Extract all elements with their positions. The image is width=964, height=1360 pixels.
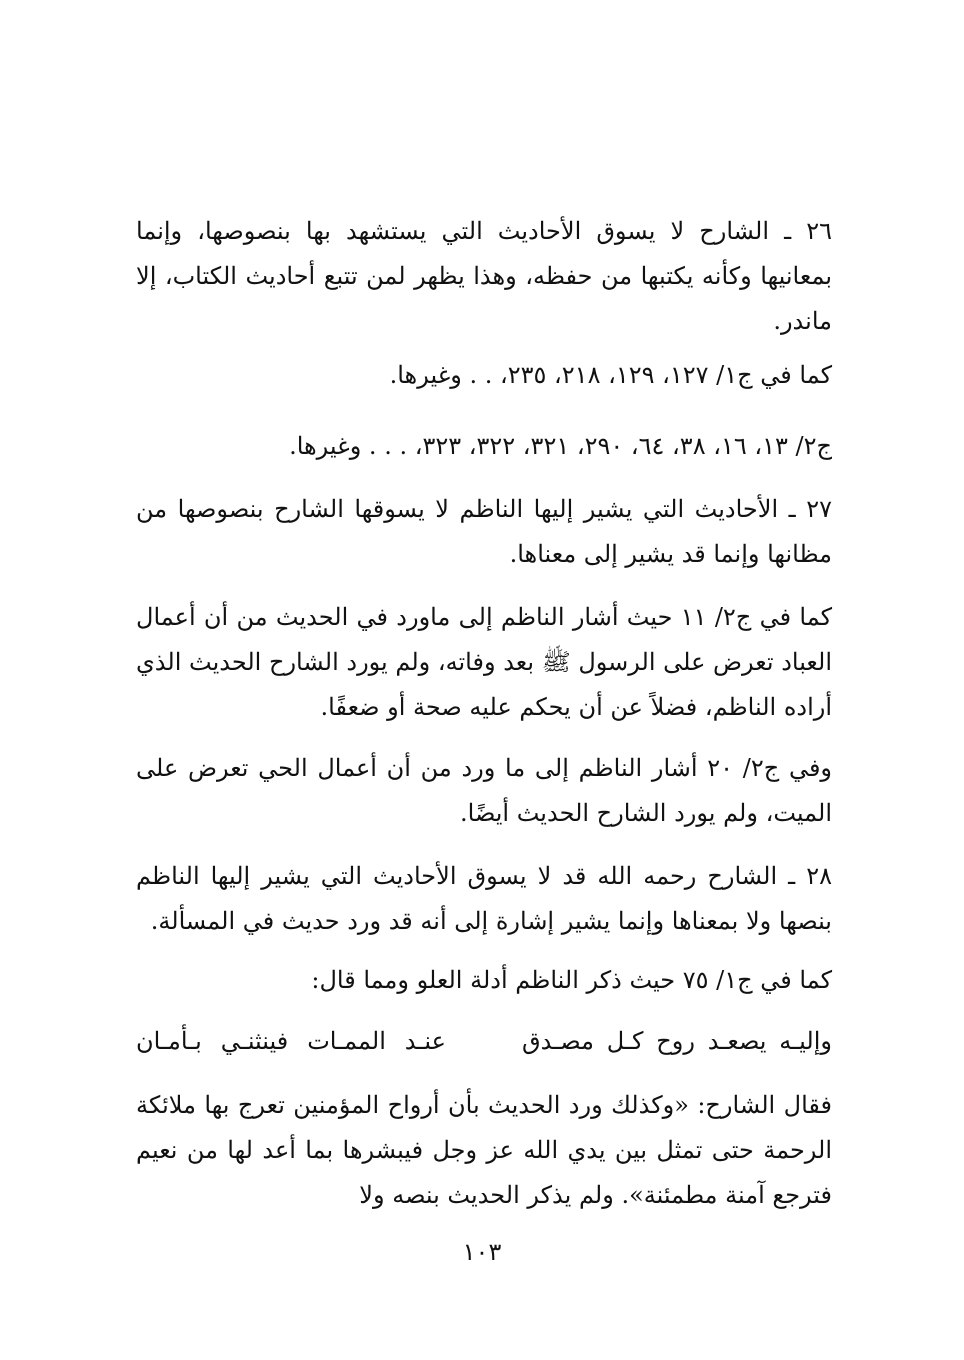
example-vol2-p20: وفي ج٢/ ٢٠ أشار الناظم إلى ما ورد من أن أعمال الحي تعرض على الميت، ولم يورد الشارح الحديث أيضًا. [136, 754, 833, 827]
paragraph-27: ٢٧ ـ الأحاديث التي يشير إليها الناظم لا يسوقها الشارح بنصوصها من مظانها وإنما قد يشير إلى معناها. [136, 495, 832, 568]
paragraph-26: ٢٦ ـ الشارح لا يسوق الأحاديث التي يستشهد بها بنصوصها، وإنما بمعانيها وكأنه يكتبها من حفظه، وهذا يظهر لمن تتبع أحاديث الكتاب، إلا ماندر. [136, 217, 832, 335]
verse-second-hemistich: عنـد الممـات فينثنـي بـأمـان [136, 1027, 446, 1055]
reference-line-vol2: ج٢/ ١٣، ١٦، ٣٨، ٦٤، ٢٩٠، ٣٢١، ٣٢٢، ٣٢٣، . . . وغيرها. [289, 432, 832, 460]
example-vol2-p11: كما في ج٢/ ١١ حيث أشار الناظم إلى ماورد في الحديث من أن أعمال العباد تعرض على الرسول ﷺ بعد وفاته، ولم يورد الشارح الحديث الذي أراده الناظم، فضلاً عن أن يحكم عليه صحة أو ضعفًا. [136, 603, 832, 721]
commentator-quote-paragraph: فقال الشارح: «وكذلك ورد الحديث بأن أرواح المؤمنين تعرج بها ملائكة الرحمة حتى تمثل بين يدي الله عز وجل فيبشرها بما أعد لها من نعيم فترجع آمنة مطمئنة». ولم يذكر الحديث بنصه ولا [136, 1091, 832, 1209]
verse-first-hemistich: وإليـه يصعـد روح كـل مصـدق [522, 1027, 832, 1055]
paragraph-28: ٢٨ ـ الشارح رحمه الله قد لا يسوق الأحاديث التي يشير إليها الناظم بنصها ولا بمعناها وإنما يشير إشارة إلى أنه قد ورد حديث في المسألة. [136, 862, 832, 935]
page-number: ١٠٣ [462, 1238, 502, 1266]
poem-verse [136, 1019, 832, 1064]
example-vol1-p75: كما في ج١/ ٧٥ حيث ذكر الناظم أدلة العلو ومما قال: [311, 966, 832, 994]
reference-line-vol1: كما في ج١/ ١٢٧، ١٢٩، ٢١٨، ٢٣٥، . . وغيرها. [389, 361, 832, 389]
